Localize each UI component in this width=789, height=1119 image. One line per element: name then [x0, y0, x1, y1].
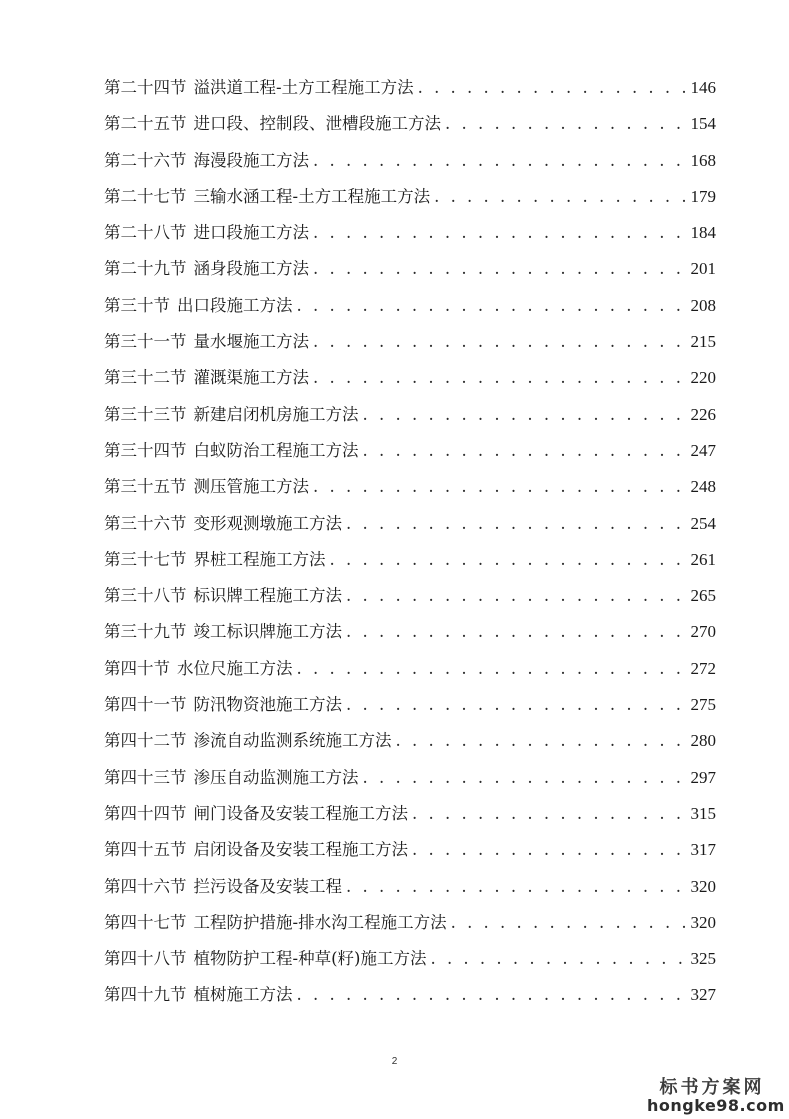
- toc-entry[interactable]: [104, 251, 716, 287]
- toc-entry-dot-leader: [418, 70, 685, 106]
- toc-entry[interactable]: [104, 106, 716, 142]
- toc-entry-title: 灌溉渠施工方法: [193, 368, 309, 388]
- toc-entry-section-number: 第四十一节: [104, 695, 187, 715]
- toc-entry[interactable]: [104, 578, 716, 614]
- toc-entry-page-number: 317: [690, 840, 716, 860]
- toc-entry-page-number: 208: [690, 295, 716, 315]
- toc-entry-page-number: 247: [690, 440, 716, 460]
- toc-entry[interactable]: [104, 723, 716, 759]
- toc-entry-section-number: 第二十七节: [104, 186, 187, 206]
- toc-entry[interactable]: [104, 977, 716, 1013]
- toc-entry-page-number: 325: [690, 949, 716, 969]
- toc-entry-title: 出口段施工方法: [177, 295, 293, 315]
- toc-entry-dot-leader: [363, 397, 685, 433]
- toc-entry-title: 涵身段施工方法: [193, 259, 309, 279]
- toc-entry-section-number: 第二十六节: [104, 150, 187, 170]
- toc-entry-title: 标识牌工程施工方法: [193, 586, 342, 606]
- toc-entry-page-number: 315: [690, 803, 716, 823]
- toc-entry-section-number: 第三十八节: [104, 586, 187, 606]
- toc-entry-title: 工程防护措施-排水沟工程施工方法: [193, 912, 447, 932]
- toc-entry-section-number: 第二十五节: [104, 114, 187, 134]
- toc-entry-dot-leader: [297, 651, 685, 687]
- toc-entry-section-number: 第四十节: [104, 658, 170, 678]
- toc-entry-page-number: 201: [690, 259, 716, 279]
- toc-entry-page-number: 220: [690, 368, 716, 388]
- toc-entry-page-number: 154: [690, 114, 716, 134]
- toc-entry-title: 量水堰施工方法: [193, 332, 309, 352]
- toc-entry-section-number: 第三十四节: [104, 440, 187, 460]
- toc-entry-page-number: 168: [690, 150, 716, 170]
- toc-entry-section-number: 第三十六节: [104, 513, 187, 533]
- toc-entry-dot-leader: [412, 796, 685, 832]
- toc-entry-title: 植物防护工程-种草(籽)施工方法: [193, 949, 427, 969]
- toc-entry-title: 渗流自动监测系统施工方法: [193, 731, 392, 751]
- toc-entry-dot-leader: [363, 433, 685, 469]
- toc-entry-title: 溢洪道工程-土方工程施工方法: [193, 78, 414, 97]
- toc-entry-dot-leader: [430, 941, 684, 977]
- toc-entry-dot-leader: [313, 469, 685, 505]
- toc-entry-section-number: 第四十六节: [104, 876, 187, 896]
- toc-entry-dot-leader: [451, 905, 685, 941]
- toc-entry-section-number: 第二十九节: [104, 259, 187, 279]
- toc-entry-dot-leader: [434, 179, 684, 215]
- toc-entry-dot-leader: [330, 542, 685, 578]
- toc-entry-dot-leader: [313, 143, 685, 179]
- toc-entry-page-number: 254: [690, 513, 716, 533]
- toc-entry-page-number: 280: [690, 731, 716, 751]
- toc-entry-title: 测压管施工方法: [193, 477, 309, 497]
- toc-entry[interactable]: [104, 651, 716, 687]
- table-of-contents: [104, 70, 716, 1014]
- toc-entry[interactable]: [104, 360, 716, 396]
- toc-entry[interactable]: [104, 143, 716, 179]
- toc-entry-title: 防汛物资池施工方法: [193, 695, 342, 715]
- toc-entry[interactable]: [104, 215, 716, 251]
- toc-entry-title: 三输水涵工程-土方工程施工方法: [193, 186, 431, 206]
- toc-entry-page-number: 146: [690, 78, 716, 97]
- toc-entry-section-number: 第三十一节: [104, 332, 187, 352]
- toc-entry-title: 海漫段施工方法: [193, 150, 309, 170]
- toc-entry-page-number: 270: [690, 622, 716, 642]
- toc-entry-title: 白蚁防治工程施工方法: [193, 440, 359, 460]
- toc-entry-section-number: 第四十九节: [104, 985, 187, 1005]
- toc-entry-dot-leader: [346, 578, 685, 614]
- toc-entry-page-number: 226: [690, 404, 716, 424]
- toc-entry-dot-leader: [445, 106, 685, 142]
- toc-entry-section-number: 第四十七节: [104, 912, 187, 932]
- toc-entry-dot-leader: [297, 288, 685, 324]
- toc-entry[interactable]: [104, 941, 716, 977]
- toc-entry-title: 启闭设备及安装工程施工方法: [193, 840, 408, 860]
- toc-entry-dot-leader: [346, 869, 685, 905]
- toc-entry-section-number: 第二十四节: [104, 78, 187, 97]
- page-number: 2: [391, 1056, 398, 1067]
- toc-entry-dot-leader: [297, 977, 685, 1013]
- watermark-site-url: hongke98.com: [647, 1096, 785, 1116]
- toc-entry-section-number: 第四十二节: [104, 731, 187, 751]
- toc-entry-page-number: 327: [690, 985, 716, 1005]
- toc-entry-dot-leader: [313, 251, 685, 287]
- toc-entry-dot-leader: [412, 832, 685, 868]
- toc-entry-page-number: 179: [690, 186, 716, 206]
- toc-entry[interactable]: [104, 179, 716, 215]
- toc-entry-title: 进口段、控制段、泄槽段施工方法: [193, 114, 441, 134]
- toc-entry-dot-leader: [313, 360, 685, 396]
- toc-entry-title: 进口段施工方法: [193, 223, 309, 243]
- toc-entry[interactable]: [104, 433, 716, 469]
- toc-entry-page-number: 265: [690, 586, 716, 606]
- toc-entry-page-number: 320: [690, 876, 716, 896]
- toc-entry-title: 竣工标识牌施工方法: [193, 622, 342, 642]
- toc-entry-section-number: 第四十八节: [104, 949, 187, 969]
- toc-entry-dot-leader: [363, 760, 685, 796]
- toc-entry-title: 界桩工程施工方法: [193, 549, 326, 569]
- toc-entry-page-number: 297: [690, 767, 716, 787]
- toc-entry-section-number: 第三十七节: [104, 549, 187, 569]
- toc-entry-page-number: 248: [690, 477, 716, 497]
- toc-entry-dot-leader: [346, 687, 685, 723]
- toc-entry-dot-leader: [313, 215, 685, 251]
- toc-entry-dot-leader: [396, 723, 685, 759]
- toc-entry-section-number: 第四十四节: [104, 803, 187, 823]
- toc-entry[interactable]: [104, 796, 716, 832]
- toc-entry[interactable]: [104, 469, 716, 505]
- toc-entry[interactable]: [104, 832, 716, 868]
- toc-entry-title: 水位尺施工方法: [177, 658, 293, 678]
- toc-entry-title: 渗压自动监测施工方法: [193, 767, 359, 787]
- toc-entry-title: 变形观测墩施工方法: [193, 513, 342, 533]
- toc-entry[interactable]: [104, 288, 716, 324]
- toc-entry-page-number: 261: [690, 549, 716, 569]
- toc-entry-section-number: 第四十三节: [104, 767, 187, 787]
- toc-entry-page-number: 275: [690, 695, 716, 715]
- toc-entry-dot-leader: [346, 506, 685, 542]
- toc-entry-title: 植树施工方法: [193, 985, 293, 1005]
- toc-entry-page-number: 272: [690, 658, 716, 678]
- toc-entry[interactable]: [104, 542, 716, 578]
- toc-entry-dot-leader: [346, 614, 685, 650]
- toc-entry-section-number: 第三十二节: [104, 368, 187, 388]
- toc-entry[interactable]: [104, 324, 716, 360]
- toc-entry-section-number: 第三十五节: [104, 477, 187, 497]
- toc-entry[interactable]: [104, 506, 716, 542]
- toc-entry[interactable]: [104, 869, 716, 905]
- toc-entry-title: 新建启闭机房施工方法: [193, 404, 359, 424]
- toc-entry[interactable]: [104, 614, 716, 650]
- toc-entry[interactable]: [104, 760, 716, 796]
- watermark-site-name: 标书方案网: [659, 1076, 765, 1098]
- site-watermark: [647, 1076, 785, 1116]
- toc-entry[interactable]: [104, 687, 716, 723]
- toc-entry-title: 闸门设备及安装工程施工方法: [193, 803, 408, 823]
- toc-entry-page-number: 215: [690, 332, 716, 352]
- toc-entry-section-number: 第二十八节: [104, 223, 187, 243]
- toc-entry-title: 拦污设备及安装工程: [193, 876, 342, 896]
- toc-entry-section-number: 第三十九节: [104, 622, 187, 642]
- toc-entry-section-number: 第三十节: [104, 295, 170, 315]
- toc-entry-page-number: 320: [690, 912, 716, 932]
- toc-entry-section-number: 第三十三节: [104, 404, 187, 424]
- toc-entry-dot-leader: [313, 324, 685, 360]
- toc-entry-page-number: 184: [690, 223, 716, 243]
- toc-entry[interactable]: [104, 70, 716, 106]
- toc-entry-section-number: 第四十五节: [104, 840, 187, 860]
- toc-entry[interactable]: [104, 397, 716, 433]
- toc-entry[interactable]: [104, 905, 716, 941]
